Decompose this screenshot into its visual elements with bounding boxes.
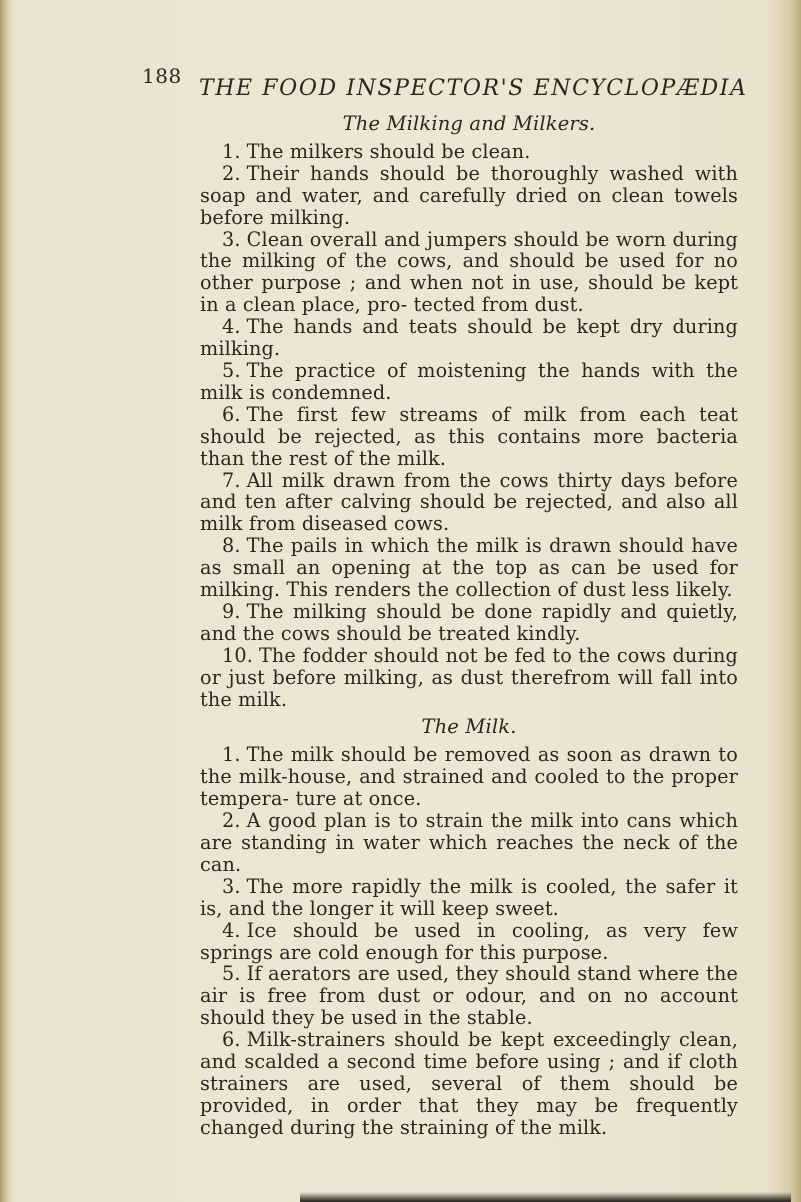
- list-item: [200, 963, 738, 1029]
- item-text: The milkers should be clean.: [246, 139, 531, 163]
- list-item: [200, 360, 738, 404]
- item-text: If aerators are used, they should stand where the air is free from dust or odour, and on no account should they be used in the stable.: [200, 962, 738, 1030]
- numbered-list: [200, 141, 738, 711]
- page-number: 188: [142, 64, 182, 88]
- item-number: 7.: [222, 468, 241, 492]
- list-item: [200, 876, 738, 920]
- list-item: [200, 163, 738, 229]
- section-heading: The Milking and Milkers.: [342, 112, 596, 135]
- item-text: The milking should be done rapidly and quietly, and the cows should be treated kindly.: [200, 599, 738, 645]
- item-number: 10.: [222, 643, 253, 667]
- item-number: 3.: [222, 874, 241, 898]
- list-item: [200, 1029, 738, 1139]
- section-milking-and-milkers: [200, 113, 738, 710]
- list-item: [200, 601, 738, 645]
- section-the-milk: [200, 710, 738, 1138]
- list-item: [200, 404, 738, 470]
- list-item: [200, 229, 738, 317]
- item-text: The fodder should not be fed to the cows during or just before milking, as dust therefrom will fall into the milk.: [200, 643, 738, 711]
- item-number: 1.: [222, 139, 241, 163]
- list-item: [200, 470, 738, 536]
- item-number: 2.: [222, 809, 241, 833]
- list-item: [200, 920, 738, 964]
- item-text: Their hands should be thoroughly washed with soap and water, and carefully dried on clean towels before milking.: [200, 161, 738, 229]
- page-header: [142, 64, 748, 108]
- item-number: 9.: [222, 599, 241, 623]
- section-heading: The Milk.: [421, 715, 517, 739]
- numbered-list: [200, 744, 738, 1138]
- list-item: [200, 645, 738, 711]
- item-text: Clean overall and jumpers should be worn during the milking of the cows, and should be used for no other purpose ; and when not in use, should be kept in a clean place, pro- tected from dust.: [200, 227, 738, 317]
- item-number: 2.: [222, 161, 241, 185]
- item-number: 6.: [222, 402, 241, 426]
- list-item: [200, 535, 738, 601]
- item-number: 4.: [222, 918, 241, 942]
- list-item: [200, 316, 738, 360]
- item-number: 8.: [222, 534, 241, 558]
- item-text: The practice of moistening the hands with the milk is condemned.: [200, 358, 738, 404]
- item-text: Ice should be used in cooling, as very few springs are cold enough for this purpose.: [200, 918, 738, 964]
- item-number: 4.: [222, 315, 241, 339]
- item-text: The pails in which the milk is drawn should have as small an opening at the top as can be used for milking. This renders the collection of dust less likely.: [200, 534, 738, 602]
- item-number: 5.: [222, 962, 241, 986]
- item-text: The first few streams of milk from each teat should be rejected, as this contains more bacteria than the rest of the milk.: [200, 402, 738, 470]
- item-number: 6.: [222, 1028, 241, 1052]
- page-edge-shadow: [300, 1192, 791, 1202]
- item-number: 5.: [222, 358, 241, 382]
- page-body: [200, 113, 738, 1139]
- item-text: The more rapidly the milk is cooled, the safer it is, and the longer it will keep sweet.: [200, 874, 738, 920]
- list-item: [200, 810, 738, 876]
- item-number: 3.: [222, 227, 241, 251]
- item-text: All milk drawn from the cows thirty days before and ten after calving should be rejected, and also all milk from diseased cows.: [200, 468, 738, 536]
- list-item: [200, 141, 738, 163]
- running-title: THE FOOD INSPECTOR'S ENCYCLOPÆDIA: [199, 76, 748, 101]
- item-number: 1.: [222, 743, 241, 767]
- item-text: The milk should be removed as soon as drawn to the milk-house, and strained and cooled to the proper tempera- ture at once.: [200, 743, 738, 811]
- item-text: A good plan is to strain the milk into cans which are standing in water which reaches the neck of the can.: [200, 809, 738, 876]
- item-text: The hands and teats should be kept dry during milking.: [200, 315, 738, 361]
- list-item: [200, 744, 738, 810]
- item-text: Milk-strainers should be kept exceedingly clean, and scalded a second time before using ; and if cloth strainers are used, several of them should be provided, in order that they may be frequently changed during the straining of the milk.: [200, 1028, 738, 1139]
